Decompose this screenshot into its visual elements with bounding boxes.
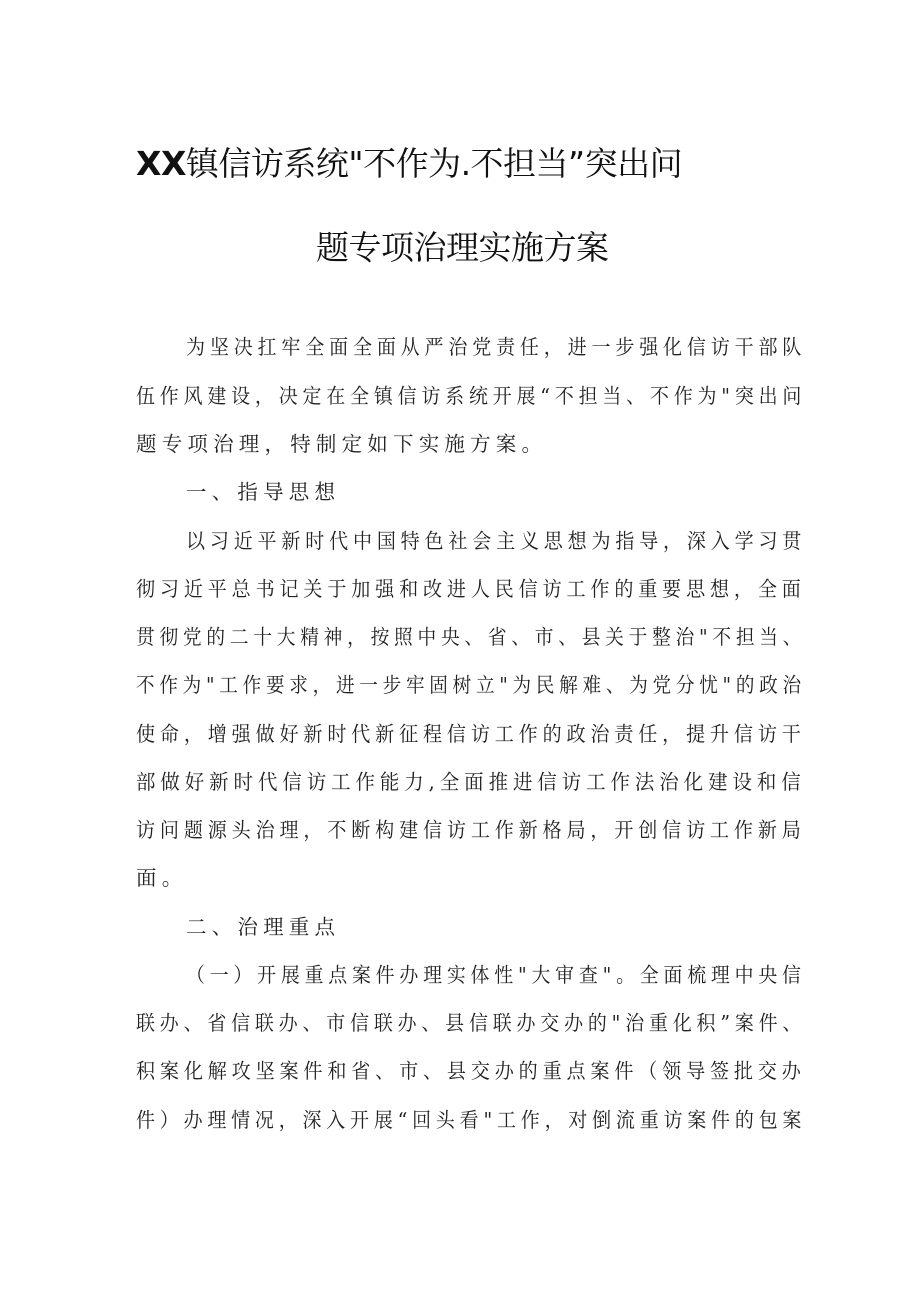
body-line: 使命，增强做好新时代新征程信访工作的政治责任，提升信访干 [136, 722, 806, 746]
body-line: 彻习近平总书记关于加强和改进人民信访工作的重要思想，全面 [136, 577, 806, 601]
body-line: 为坚决扛牢全面全面从严治党责任，进一步强化信访干部队 [186, 335, 807, 359]
body-line: 不作为"工作要求，进一步牢固树立"为民解难、为党分忧"的政治 [136, 673, 806, 697]
body-line: 件）办理情况，深入开展“回头看"工作，对倒流重访案件的包案 [136, 1108, 807, 1132]
body-line: 联办、省信联办、市信联办、县信联办交办的"治重化积”案件、 [136, 1011, 807, 1035]
title-prefix: XX [136, 144, 186, 183]
body-line: 贯彻党的二十大精神，按照中央、省、市、县关于整治"不担当、 [136, 625, 807, 649]
body-line: （一）开展重点案件办理实体性"大审查"。全面梳理中央信 [186, 963, 806, 987]
document-title-line-1 [136, 138, 682, 185]
body-line: 访问题源头治理，不断构建信访工作新格局，开创信访工作新局 [136, 818, 806, 842]
document-title-line-2: 题专项治理实施方案 [316, 228, 609, 267]
body-line: 积案化解攻坚案件和省、市、县交办的重点案件（领导签批交办 [136, 1059, 806, 1083]
body-line: 面。 [136, 866, 188, 890]
section-heading: 二、治理重点 [186, 915, 341, 939]
title-text: 镇信访系统"不作为.不担当”突出问 [185, 144, 683, 183]
body-line: 伍作风建设，决定在全镇信访系统开展“不担当、不作为"突出问 [136, 384, 807, 408]
section-heading: 一、指导思想 [186, 480, 341, 504]
body-line: 以习近平新时代中国特色社会主义思想为指导，深入学习贯 [186, 529, 807, 553]
body-line: 部做好新时代信访工作能力,全面推进信访工作法治化建设和信 [136, 770, 806, 794]
body-line: 题专项治理，特制定如下实施方案。 [136, 432, 548, 456]
